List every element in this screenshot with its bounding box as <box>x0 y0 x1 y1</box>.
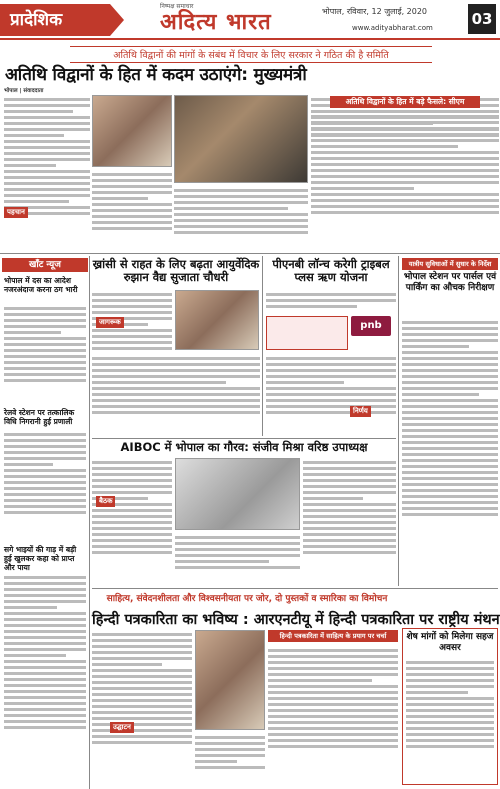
ayurveda-body-2 <box>92 354 260 436</box>
lead-photo-portrait <box>92 95 172 167</box>
page-number: 03 <box>468 4 496 34</box>
corner-headline: शेष मांगों को मिलेगा सहज अवसर <box>406 632 494 653</box>
railway-headline: भोपाल स्टेशन पर पार्सल एवं पार्किंग का औचक निरीक्षण <box>403 272 497 293</box>
lead-headline: अतिथि विद्वानों के हित में कदम उठाएंगे: मुख्यमंत्री <box>5 65 307 85</box>
corner-body <box>406 658 494 782</box>
logo-tagline: निष्पक्ष समाचार <box>160 3 194 10</box>
left-item-body-1 <box>4 304 86 404</box>
left-column-title: खाँट न्यूज <box>2 258 88 272</box>
dateline: भोपाल, रविवार, 12 जुलाई, 2020 <box>322 7 428 16</box>
lead-sidebar-title: अतिथि विद्वानों के हित में बड़े फैसले: सीएम <box>330 96 480 108</box>
journalism-body-2 <box>195 733 265 785</box>
railway-kicker: यात्रीय सुविधाओं में सुधार के निर्देश <box>402 258 498 270</box>
journalism-photo <box>195 630 265 730</box>
lead-byline: भोपाल | संवाददाता <box>4 88 44 94</box>
pnb-tag: निर्णय <box>350 406 371 417</box>
left-item-body-3 <box>4 573 86 783</box>
left-item-headline-2: रेलवे स्टेशन पर तत्कालिक विधि निगरानी हुई प्रणाली <box>4 408 75 426</box>
column-rule-2 <box>262 256 263 436</box>
left-column-rule <box>89 256 90 789</box>
lead-body-col2 <box>92 170 172 250</box>
lead-kicker: अतिथि विद्वानों की मांगों के संबंध में विचार के लिए सरकार ने गठित की है समिति <box>70 46 432 63</box>
section-label: प्रादेशिक <box>0 4 110 36</box>
ayurveda-tag: जागरूक <box>96 317 124 328</box>
journalism-subhead: हिन्दी पत्रकारिता में साहित्य के प्रयाग पर चर्चा <box>268 630 398 642</box>
aiboc-rule-top <box>92 438 396 439</box>
column-rule-3 <box>398 256 399 586</box>
lead-tag: पहचान <box>4 207 28 218</box>
railway-body <box>402 318 498 584</box>
bottom-rule <box>92 588 498 589</box>
left-item-headline-1: भोपाल में दस का आदेश नजरअंदाज करना ठग भारी <box>4 276 78 294</box>
ayurveda-headline: ख्रांसी से राहत के लिए बढ़ता आयुर्वेदिक रुझान वैद्य सुजाता चौधरी <box>92 257 260 284</box>
journalism-tag: उद्घाटन <box>110 722 134 733</box>
aiboc-body-1 <box>92 458 172 584</box>
pnb-logo-box <box>266 316 348 350</box>
journalism-headline: हिन्दी पत्रकारिता का भविष्य : आरएनटीयू में हिन्दी पत्रकारिता पर राष्ट्रीय मंथन <box>92 612 500 628</box>
aiboc-headline: AIBOC में भोपाल का गौरव: संजीव मिश्रा वरिष्ठ उपाध्यक्ष <box>120 440 368 454</box>
left-item-headline-3: सगे भाइयों की गाड़ में बड़ी हुई खुलकर कहा को प्राप्त और पाया <box>4 545 77 572</box>
left-item-body-2 <box>4 430 86 542</box>
pnb-body-1 <box>266 290 396 314</box>
lead-sidebar-body <box>311 112 499 250</box>
aiboc-body-3 <box>303 458 396 584</box>
journalism-body-3 <box>268 646 398 785</box>
journalism-band: साहित्य, संवेदनशीलता और विश्वसनीयता पर जोर, दो पुस्तकों व स्मारिका का विमोचन <box>106 594 388 604</box>
section-divider <box>0 253 500 254</box>
aiboc-group-photo <box>175 458 300 530</box>
journalism-body-1 <box>92 630 192 785</box>
pnb-headline: पीएनबी लॉन्च करेगी ट्राइबल प्लस ऋण योजना <box>272 257 390 284</box>
pnb-logo: pnb <box>351 316 391 336</box>
aiboc-tag: बैठक <box>96 496 115 507</box>
masthead <box>0 0 500 40</box>
newspaper-logo <box>160 3 272 36</box>
lead-body-col3 <box>174 186 308 250</box>
lead-body-col1 <box>4 95 90 249</box>
lead-photo-meeting <box>174 95 308 183</box>
website-url: www.adityabharat.com <box>352 24 433 32</box>
logo-text: अदित्य भारत <box>160 9 272 35</box>
aiboc-body-2 <box>175 533 300 583</box>
ayurveda-portrait <box>175 290 259 350</box>
pnb-body-2 <box>266 354 396 436</box>
